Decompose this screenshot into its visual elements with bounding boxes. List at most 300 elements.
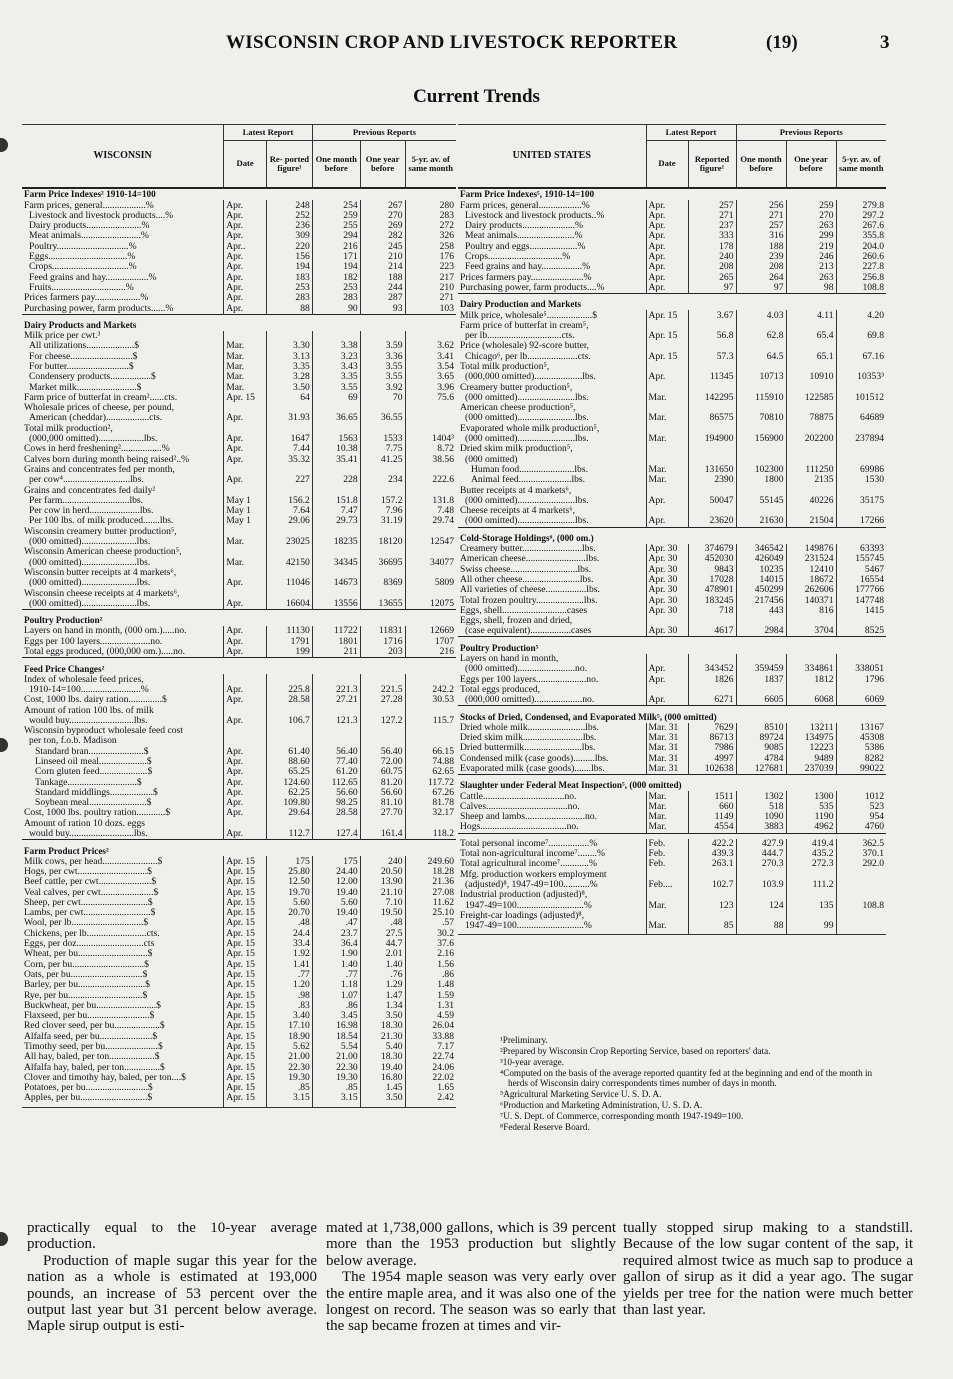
table-row [458,743,886,753]
row-five-yr-avg: 74.88 [405,757,456,767]
row-five-yr-avg: 4.20 [836,310,886,320]
row-year-before [360,588,405,598]
table-row [22,808,456,818]
row-five-yr-avg: 22.02 [405,1073,456,1083]
table-row [458,211,886,221]
row-reported: 227 [266,475,312,485]
row-label: Per 100 lbs. of milk produced.......lbs. [29,516,174,527]
row-year-before: 1812 [786,674,836,684]
row-label: Hogs, per cwt.............................$ [24,866,152,877]
row-label: Evaporated whole milk production⁵, [460,423,600,434]
table-row [458,382,886,392]
row-label: Potatoes, per bu..........................$ [24,1082,153,1094]
table-row [22,547,456,557]
row-month-before: 270.3 [736,859,786,869]
row-label: (adjusted)⁸, 1947-49=100...........% [465,879,598,890]
table-row [22,372,456,382]
row-label: (000 omitted)........................lbs. [465,433,589,445]
row-five-yr-avg: 69986 [836,465,886,475]
row-year-before [360,424,405,434]
row-month-before: 1563 [312,434,360,444]
row-date: Apr. [224,685,267,695]
row-date: Apr. [224,262,267,272]
row-year-before: 81.20 [360,777,405,787]
row-five-yr-avg: 3.41 [405,351,456,361]
row-five-yr-avg: 6069 [836,695,886,706]
row-year-before: .76 [360,970,405,980]
row-month-before: 97 [736,283,786,294]
row-date [646,911,688,921]
row-date: Apr. [224,599,267,610]
row-month-before: 3.15 [312,1093,360,1103]
article-paragraph: The 1954 maple season was very early over the entire maple area, and it was also one of the longest on record. The season was so early that the sap became frozen at times and vir- [326,1269,616,1335]
row-date: Apr. [224,283,267,293]
row-date: Apr. [224,578,267,588]
row-five-yr-avg [836,506,886,516]
table-row [22,413,456,423]
section-title: Dairy Production and Markets [458,293,886,310]
row-date: Apr. 30 [646,564,688,574]
row-year-before: 122585 [786,393,836,403]
row-year-before: 161.4 [360,829,405,840]
row-year-before: 3.92 [360,382,405,392]
row-year-before: 44.7 [360,939,405,949]
row-reported: 252 [266,211,312,221]
row-date [224,674,267,684]
row-month-before: 5.54 [312,1042,360,1052]
row-reported: 3.30 [266,341,312,351]
table-row [458,685,886,695]
row-five-yr-avg: 12075 [405,599,456,610]
section-title: Dairy Products and Markets [22,314,456,331]
row-year-before [786,403,836,413]
row-year-before: 81.10 [360,798,405,808]
table-row [458,544,886,554]
row-reported: 4554 [688,822,736,833]
row-five-yr-avg: 66.15 [405,746,456,756]
row-month-before [312,736,360,746]
wisconsin-table [22,124,456,1108]
table-row [22,475,456,485]
row-label: (000 omitted)........................lbs. [465,516,589,527]
row-reported [266,588,312,598]
row-label: Eggs per 100 layers.....................no. [460,674,599,685]
row-five-yr-avg: 69.8 [836,331,886,341]
row-five-yr-avg: 101512 [836,393,886,403]
row-month-before: 35.41 [312,454,360,464]
row-year-before: 36695 [360,557,405,567]
row-five-yr-avg: 2.16 [405,949,456,959]
row-date: Apr. 15 [646,310,688,320]
row-date: Mar. [646,413,688,423]
row-label: would buy...........................lbs. [29,828,148,840]
table-row [458,331,886,341]
row-label: Feed grains and hay..................% [29,272,157,283]
table-row [458,434,886,444]
row-month-before: 1837 [736,674,786,684]
row-date [224,485,267,495]
table-row [458,606,886,616]
row-month-before: 88 [736,921,786,931]
row-year-before: 12223 [786,743,836,753]
row-month-before [736,890,786,900]
row-year-before: 21.30 [360,1031,405,1041]
table-row [458,362,886,372]
table-row [458,283,886,294]
row-five-yr-avg: 204.0 [836,241,886,251]
table-row [22,746,456,756]
reported-figure-header: Re- ported figure¹ [266,141,312,189]
row-month-before: 3.45 [312,1011,360,1021]
row-month-before: 1800 [736,475,786,485]
row-year-before [360,485,405,495]
row-year-before: 99 [786,921,836,931]
five-yr-avg-header: 5-yr. av. of same month [836,141,886,189]
row-five-yr-avg: 279.8 [836,200,886,210]
table-row [22,856,456,866]
article-paragraph: tually stopped sirup making to a standstill. Because of the low sugar content of the sap, it required almost twice as much sap to produce a gallon of sirup as it did a year ago. The sugar yields per tree for the nation were much better than last year. [623,1220,913,1319]
section-title: Current Trends [413,86,540,107]
table-row [458,465,886,475]
row-month-before [312,726,360,736]
row-year-before: 269 [360,221,405,231]
row-reported: 5.62 [266,1042,312,1052]
row-five-yr-avg: 16554 [836,575,886,585]
row-month-before: 29.73 [312,516,360,526]
row-reported: .85 [266,1083,312,1093]
row-reported: .83 [266,1001,312,1011]
row-five-yr-avg: 1796 [836,674,886,684]
row-label: All varieties of cheese.................lbs. [460,584,600,596]
row-year-before [360,527,405,537]
row-month-before: 217456 [736,595,786,605]
row-date: Mar. 31 [646,733,688,743]
row-date: Apr. 15 [646,351,688,361]
row-label: Eggs.................................% [29,251,136,263]
row-date: Mar. [646,812,688,822]
row-date: Mar. [646,434,688,444]
row-five-yr-avg [836,362,886,372]
row-month-before: 19.30 [312,1073,360,1083]
row-year-before: .48 [360,918,405,928]
row-date: Apr. [224,413,267,423]
row-month-before: 171 [312,252,360,262]
section-header [458,188,886,200]
row-month-before: 62.8 [736,331,786,341]
row-reported: 3.28 [266,372,312,382]
row-date [224,588,267,598]
row-label: per ton, f.o.b. Madison [29,736,117,747]
row-date: Apr. [224,444,267,454]
row-reported: 56.8 [688,331,736,341]
row-reported: 3.35 [266,362,312,372]
row-label: Dried whole milk........................lbs. [460,722,599,733]
row-month-before: 156900 [736,434,786,444]
row-reported: 88.60 [266,757,312,767]
row-reported: 20.70 [266,908,312,918]
row-label: (000 omitted).......................lbs. [29,577,151,589]
table-row [458,921,886,931]
row-reported: 3.40 [266,1011,312,1021]
section-header [458,775,886,792]
row-month-before: 124 [736,900,786,910]
table-end [22,1104,456,1108]
table-row [22,465,456,475]
row-label: Wisconsin byproduct wholesale feed cost [24,725,183,737]
row-date: Apr. [646,231,688,241]
table-row [22,393,456,403]
latest-report-header: Latest Report [646,125,736,141]
table-row [22,485,456,495]
row-date: Apr. 15 [224,856,267,866]
row-date: Apr. [224,626,267,636]
row-date [224,331,267,341]
row-five-yr-avg: 362.5 [836,839,886,849]
date-header: Date [646,141,688,189]
table-row [458,674,886,684]
table-row [458,616,886,626]
date-header: Date [224,141,267,189]
row-month-before: 36.65 [312,413,360,423]
row-five-yr-avg: 271 [405,293,456,303]
row-year-before: 18.30 [360,1021,405,1031]
row-date: Apr. 15 [224,393,267,403]
table-row [458,859,886,869]
row-year-before [786,911,836,921]
row-reported: 102638 [688,764,736,775]
row-date: Apr. 30 [646,544,688,554]
row-label: For cheese..........................$ [29,351,138,362]
row-month-before: 121.3 [312,716,360,726]
table-row [22,685,456,695]
row-label: Layers on hand in month, [460,653,559,665]
row-month-before: 2984 [736,626,786,637]
row-year-before: 13.90 [360,877,405,887]
table-row [22,898,456,908]
row-label: Dairy products.......................% [29,220,150,232]
row-month-before: 27.21 [312,695,360,705]
row-year-before: 78875 [786,413,836,423]
row-reported: 25.80 [266,867,312,877]
united-states-column [458,124,886,935]
row-year-before [786,362,836,372]
row-five-yr-avg [405,674,456,684]
row-reported: 42150 [266,557,312,567]
row-year-before: 2.01 [360,949,405,959]
row-date: Apr. 15 [224,970,267,980]
row-label: Dried skim milk.........................lbs. [460,732,597,744]
row-five-yr-avg: .57 [405,918,456,928]
table-row [458,849,886,859]
row-year-before: 111250 [786,465,836,475]
row-date: Apr. [646,200,688,210]
row-year-before: 203 [360,647,405,658]
row-label: Wisconsin American cheese production⁵, [24,547,182,558]
row-five-yr-avg: 118.2 [405,829,456,840]
row-five-yr-avg: 30.53 [405,695,456,705]
table-row [22,434,456,444]
row-label: All hay, baled, per ton...................$ [24,1052,160,1063]
row-reported: 1647 [266,434,312,444]
row-month-before: 8510 [736,723,786,733]
row-reported: 2390 [688,475,736,485]
row-reported: 253 [266,283,312,293]
article-paragraph: Production of maple sugar this year for the nation as a whole is estimated at 193,000 pounds, an increase of 53 percent over the output last year but 31 percent below average. Maple sirup output is esti- [27,1252,317,1335]
row-month-before: 4784 [736,753,786,763]
row-date: Apr. 15 [224,1062,267,1072]
table-row [22,939,456,949]
row-date: Apr. 15 [224,1052,267,1062]
row-year-before: 65.1 [786,351,836,361]
row-reported: 283 [266,293,312,303]
row-label: Meat animals........................% [465,231,583,242]
row-label: per lb...............................cts. [465,330,575,342]
row-year-before: 1.34 [360,1001,405,1011]
row-month-before: 98.25 [312,798,360,808]
row-date [646,454,688,464]
row-date [224,705,267,715]
row-year-before [786,616,836,626]
row-date: Feb. [646,859,688,869]
row-month-before: 10235 [736,564,786,574]
row-year-before: 111.2 [786,880,836,890]
row-date [224,819,267,829]
table-row [22,877,456,887]
footnote: ¹Preliminary. [500,1035,548,1045]
row-five-yr-avg: 26.04 [405,1021,456,1031]
row-date [646,506,688,516]
row-month-before: 13556 [312,599,360,610]
row-year-before [360,568,405,578]
row-date: Apr. [224,200,267,210]
row-date: May 1 [224,516,267,526]
row-date [224,527,267,537]
row-year-before: 7.10 [360,898,405,908]
row-reported [266,736,312,746]
row-year-before [786,485,836,495]
row-reported [688,911,736,921]
row-month-before [736,382,786,392]
row-five-yr-avg: 5809 [405,578,456,588]
row-label: Hogs....................................no. [460,822,579,833]
row-reported: 88 [266,303,312,314]
row-reported: 17.10 [266,1021,312,1031]
row-label: Calves..................................no. [460,801,580,812]
row-label: Cost, 1000 lbs. poultry ration............$ [24,808,171,819]
row-reported [266,527,312,537]
row-year-before: 237039 [786,764,836,775]
row-five-yr-avg: 3.54 [405,362,456,372]
row-date: Apr. 15 [224,990,267,1000]
row-year-before: 31.19 [360,516,405,526]
row-five-yr-avg: 8.72 [405,444,456,454]
section-header [458,293,886,310]
row-month-before: 294 [312,231,360,241]
row-month-before: 90 [312,303,360,314]
row-month-before [312,705,360,715]
row-label: Linseed oil meal....................$ [35,756,152,767]
row-five-yr-avg [405,819,456,829]
row-date: Apr. [224,746,267,756]
row-label: Alfalfa seed, per bu......................$ [24,1031,158,1042]
row-date [224,465,267,475]
table-row [22,293,456,303]
row-five-yr-avg: 24.06 [405,1062,456,1072]
row-label: Cows in herd freshening².................% [24,444,170,455]
row-month-before [312,588,360,598]
row-label: Corn gluten feed....................$ [35,767,153,778]
row-five-yr-avg: 155745 [836,554,886,564]
row-reported [266,547,312,557]
row-reported: 29.06 [266,516,312,526]
row-reported [688,382,736,392]
row-reported: 237 [688,221,736,231]
footnote: ⁶Production and Marketing Administration, U. S. D. A. [500,1100,703,1111]
row-date: Apr. [646,372,688,382]
row-month-before: 22.30 [312,1062,360,1072]
row-month-before: 56.60 [312,788,360,798]
row-month-before: .47 [312,918,360,928]
row-reported: 19.70 [266,887,312,897]
table-row [22,221,456,231]
row-five-yr-avg [405,331,456,341]
row-year-before: 267 [360,200,405,210]
row-label: Wheat, per bu.............................$ [24,949,153,960]
row-month-before [312,568,360,578]
table-row [22,557,456,567]
table-row [22,757,456,767]
row-date [646,654,688,664]
row-date [646,685,688,695]
row-five-yr-avg [836,424,886,434]
row-five-yr-avg [836,890,886,900]
row-year-before: 27.28 [360,695,405,705]
row-year-before [360,705,405,715]
row-date [646,362,688,372]
row-reported: 86575 [688,413,736,423]
row-date: Mar. [224,362,267,372]
row-reported: 86713 [688,733,736,743]
table-row [22,887,456,897]
row-reported: 1826 [688,674,736,684]
row-reported: 183 [266,272,312,282]
table-row [458,351,886,361]
row-label: Total milk production⁵, [460,361,550,372]
row-month-before: 16.98 [312,1021,360,1031]
row-label: Timothy seed, per bu......................$ [24,1041,163,1052]
row-label: Feed grains and hay.................% [465,262,591,273]
table-row [458,791,886,801]
row-month-before: 216 [312,241,360,251]
row-reported: 97 [688,283,736,294]
row-reported: 1.41 [266,959,312,969]
united-states-table [458,124,886,935]
row-reported: .48 [266,918,312,928]
row-month-before: 3.55 [312,382,360,392]
row-date: Mar. [646,791,688,801]
row-year-before: 70 [360,393,405,403]
row-date: Apr. 15 [224,980,267,990]
row-reported: 4617 [688,626,736,637]
row-year-before: 263 [786,221,836,231]
table-row [22,403,456,413]
row-reported: 236 [266,221,312,231]
row-month-before: 444.7 [736,849,786,859]
row-month-before: 102300 [736,465,786,475]
row-reported: 6271 [688,695,736,706]
row-year-before: 36.55 [360,413,405,423]
row-label: Eggs, shell...........................cases [460,605,588,616]
